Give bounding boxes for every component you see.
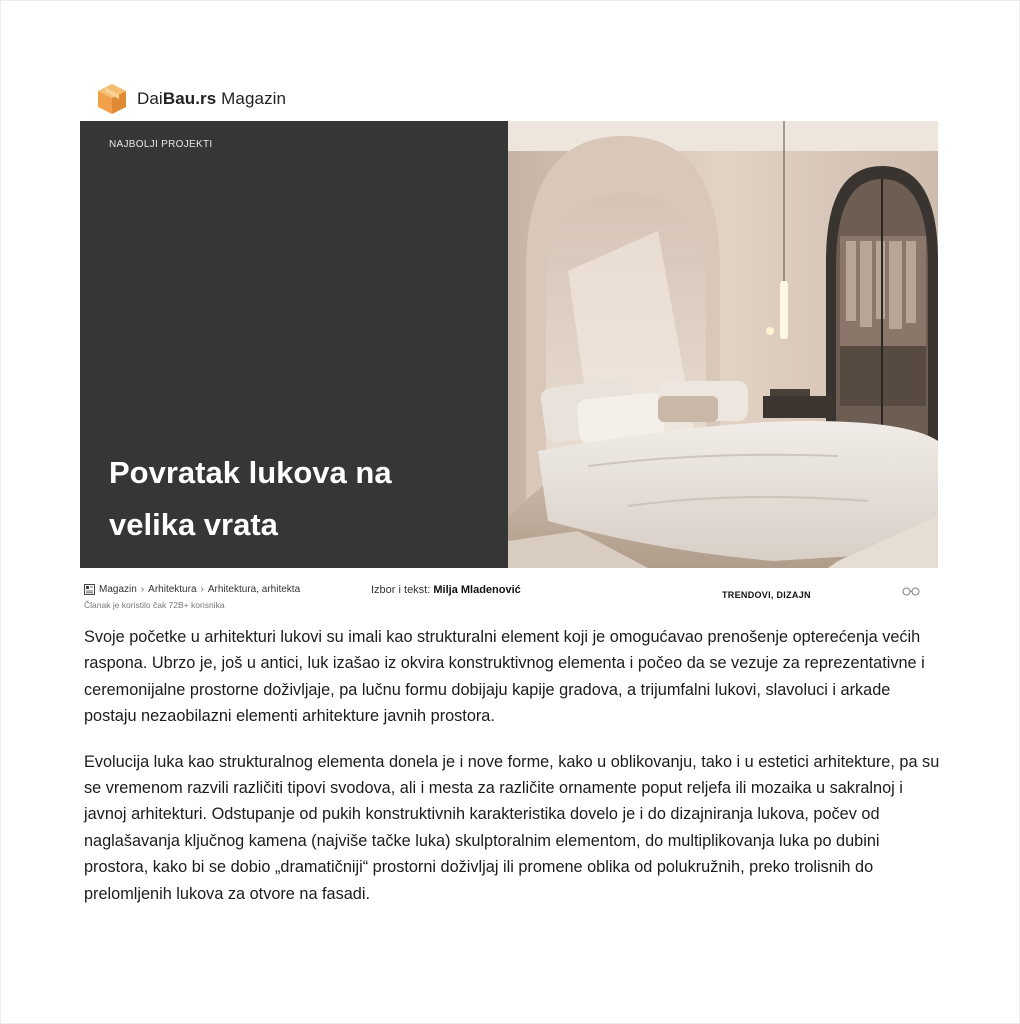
breadcrumb-arhitektura[interactable]: Arhitektura xyxy=(148,584,197,595)
article-title: Povratak lukova na velika vrata xyxy=(109,455,392,542)
bedroom-arch-photo xyxy=(508,121,938,568)
hero-banner xyxy=(80,121,938,568)
author-label: Izbor i tekst: xyxy=(371,584,431,596)
breadcrumb-arhitektura-arhitekta[interactable]: Arhitektura, arhitekta xyxy=(207,584,301,595)
breadcrumb-separator: › xyxy=(140,584,145,595)
paragraph-1: Svoje početke u arhitekturi lukovi su imali kao strukturalni element koji je omogućavao prenošenje opterećenja većih raspona. Ubrzo je, još u antici, luk izašao iz okvira konstruktivnog elementa i počeo da se vezuje za reprezentativne i ceremonijalne prostorne doživljaje, pa lučnu formu dobijaju kapije gradova, a trijumfalni lukovi, slavoluci i arkade postaju nezaobilazni elementi arhitekture javnih prostora. xyxy=(84,628,925,726)
brand-name: DaiBau.rs Magazin xyxy=(137,89,287,108)
article-meta xyxy=(84,582,940,614)
breadcrumb-separator: › xyxy=(200,584,204,595)
author-credit xyxy=(371,584,521,596)
box-logo-icon xyxy=(95,82,129,116)
glasses-icon[interactable] xyxy=(902,587,920,596)
article-body xyxy=(84,624,944,926)
readers-count: Članak je koristilo čak 72B+ korisnika xyxy=(84,600,225,610)
magazine-icon xyxy=(84,584,95,595)
category-kicker[interactable]: NAJBOLJI PROJEKTI xyxy=(109,139,213,150)
hero-title-panel xyxy=(80,121,508,568)
site-logo[interactable] xyxy=(95,82,286,116)
breadcrumb-magazin[interactable]: Magazin xyxy=(99,584,137,595)
hero-image-bedroom xyxy=(508,121,938,568)
breadcrumb xyxy=(84,584,300,595)
author-name[interactable]: Milja Mladenović xyxy=(433,584,521,596)
article-tags[interactable]: TRENDOVI, DIZAJN xyxy=(722,590,811,600)
paragraph-2: Evolucija luka kao strukturalnog elementa donela je i nove forme, kako u oblikovanju, tako i u estetici arhitekture, pa su se vremenom razvili različiti tipovi svodova, ali i mesta za različite ornamente poput reljefa ili mozaika u sakralnoj i javnoj arhitekturi. Odstupanje od pukih konstruktivnih karakteristika dovelo je i do dizajniranja lukova, počev od naglašavanja ključnog kamena (najviše tačke luka) skulptoralnim elementom, do multiplikovanja luka po dubini prostora, kako bi se dobio „dramatičniji“ prostorni doživljaj ili promene oblika od polukružnih, preko trolisnih do prelomljenih lukova za otvore na fasadi. xyxy=(84,752,940,903)
